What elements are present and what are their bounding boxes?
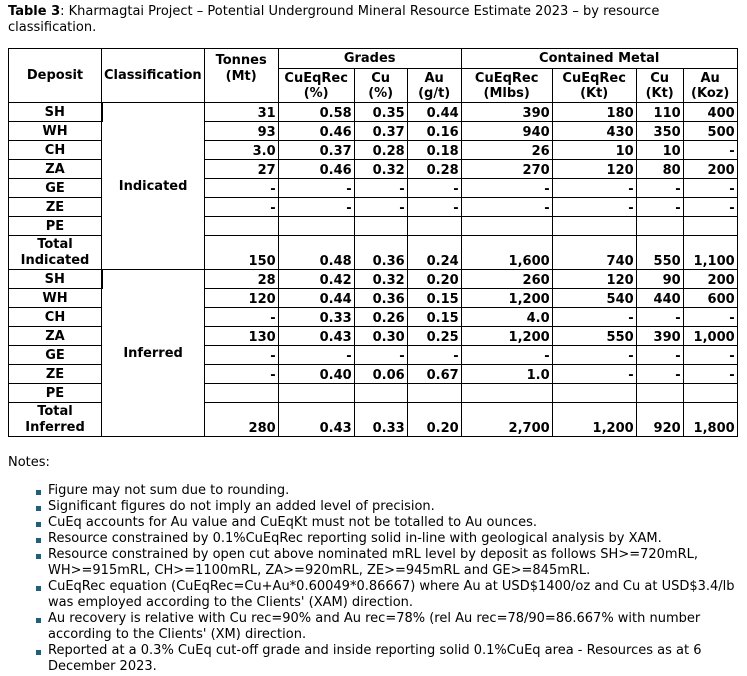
cell-tonnes: - (204, 198, 278, 217)
cell-cueqrec-kt: 540 (552, 289, 636, 308)
cell-au-koz: 1,000 (683, 327, 737, 346)
note-item (48, 483, 738, 499)
cell-cu-kt: 10 (636, 141, 683, 160)
header-label: CuEqRec (Kt) (562, 70, 626, 101)
cell-cueqrec-mlbs (461, 217, 552, 236)
table-body (9, 103, 738, 437)
cell-cu-kt: 350 (636, 122, 683, 141)
header-label: Au (Koz) (691, 70, 730, 101)
note-text: CuEqRec equation (CuEqRec=Cu+Au*0.60049*0.86667) where Au at USD$1400/oz and Cu at USD$3.4/lb was employed according to the Clients' (XAM) direction. (48, 579, 735, 610)
cell-au-koz: - (683, 198, 737, 217)
cell-cueqrec-kt: - (552, 365, 636, 384)
header-grades-group: Grades (278, 49, 461, 69)
note-item (48, 611, 738, 643)
cell-au-koz: - (683, 179, 737, 198)
square-bullet-icon (36, 554, 41, 559)
cell-cu-kt (636, 384, 683, 403)
cell-cueqrec-mlbs: 940 (461, 122, 552, 141)
cell-deposit: CH (9, 308, 102, 327)
header-metal-cueqrec-mlbs (461, 69, 552, 103)
cell-classification: Inferred (102, 270, 205, 437)
table-row (9, 103, 738, 122)
cell-au-koz (683, 217, 737, 236)
cell-cueqrec-pct: - (278, 198, 354, 217)
cell-total-au-koz: 1,100 (683, 236, 737, 270)
cell-cueqrec-kt: 10 (552, 141, 636, 160)
cell-cu-pct: - (354, 346, 407, 365)
note-item (48, 579, 738, 611)
cell-cueqrec-mlbs (461, 384, 552, 403)
cell-cueqrec-kt (552, 384, 636, 403)
square-bullet-icon (36, 538, 41, 543)
note-text: Reported at a 0.3% CuEq cut-off grade and inside reporting solid 0.1%CuEq area - Resources as at 6 December 2023. (48, 643, 702, 674)
notes-list (48, 483, 738, 675)
note-item (48, 499, 738, 515)
cell-total-cueqrec-mlbs: 1,600 (461, 236, 552, 270)
note-item (48, 547, 738, 579)
cell-total-cu-kt: 550 (636, 236, 683, 270)
cell-au-gt: 0.16 (407, 122, 461, 141)
cell-total-cu-kt: 920 (636, 403, 683, 437)
cell-total-tonnes: 150 (204, 236, 278, 270)
cell-au-gt (407, 217, 461, 236)
cell-cueqrec-pct: 0.40 (278, 365, 354, 384)
cell-cueqrec-mlbs: - (461, 198, 552, 217)
cell-total-tonnes: 280 (204, 403, 278, 437)
header-tonnes (204, 49, 278, 103)
header-tonnes-label: Tonnes (Mt) (215, 53, 267, 84)
header-label: Cu (Kt) (645, 70, 674, 101)
cell-cu-kt: - (636, 179, 683, 198)
cell-tonnes (204, 384, 278, 403)
cell-cueqrec-mlbs: - (461, 179, 552, 198)
cell-tonnes: 28 (204, 270, 278, 289)
note-text: CuEq accounts for Au value and CuEqKt must not be totalled to Au ounces. (48, 515, 538, 530)
cell-total-cueqrec-pct: 0.48 (278, 236, 354, 270)
note-text: Resource constrained by open cut above nominated mRL level by deposit as follows SH>=720mRL, WH>=915mRL, CH>=1100mRL, ZA>=920mRL, ZE>=945mRL and GE>=845mRL. (48, 547, 698, 578)
cell-cueqrec-pct: 0.37 (278, 141, 354, 160)
cell-cueqrec-pct: - (278, 179, 354, 198)
cell-tonnes (204, 217, 278, 236)
cell-cueqrec-mlbs: 4.0 (461, 308, 552, 327)
cell-au-koz: - (683, 141, 737, 160)
cell-au-koz: 500 (683, 122, 737, 141)
cell-deposit: ZE (9, 365, 102, 384)
cell-cu-kt: - (636, 198, 683, 217)
cell-cueqrec-mlbs: 1.0 (461, 365, 552, 384)
cell-au-gt: 0.20 (407, 270, 461, 289)
cell-au-gt: 0.15 (407, 308, 461, 327)
table-row (9, 270, 738, 289)
cell-tonnes: 130 (204, 327, 278, 346)
cell-cu-kt: - (636, 346, 683, 365)
cell-cu-pct: 0.32 (354, 160, 407, 179)
cell-tonnes: - (204, 308, 278, 327)
header-deposit: Deposit (9, 49, 102, 103)
cell-cu-pct: 0.37 (354, 122, 407, 141)
cell-au-gt: 0.28 (407, 160, 461, 179)
cell-cu-kt: 80 (636, 160, 683, 179)
cell-cueqrec-kt: - (552, 179, 636, 198)
cell-cueqrec-mlbs: 1,200 (461, 289, 552, 308)
cell-deposit: WH (9, 289, 102, 308)
cell-cueqrec-pct (278, 384, 354, 403)
cell-au-gt: 0.67 (407, 365, 461, 384)
header-grade-au-gt (407, 69, 461, 103)
square-bullet-icon (36, 490, 41, 495)
cell-total-cu-pct: 0.33 (354, 403, 407, 437)
cell-tonnes: - (204, 179, 278, 198)
cell-cueqrec-kt: 550 (552, 327, 636, 346)
cell-cu-pct: 0.36 (354, 289, 407, 308)
cell-cu-kt (636, 217, 683, 236)
cell-cueqrec-mlbs: - (461, 346, 552, 365)
cell-deposit: PE (9, 384, 102, 403)
cell-cu-pct: 0.32 (354, 270, 407, 289)
cell-cu-pct: - (354, 179, 407, 198)
note-text: Figure may not sum due to rounding. (48, 483, 290, 498)
cell-cueqrec-kt: - (552, 198, 636, 217)
cell-deposit-total: Total Indicated (9, 236, 102, 270)
cell-au-koz: 200 (683, 160, 737, 179)
cell-cueqrec-pct: 0.33 (278, 308, 354, 327)
note-item (48, 515, 738, 531)
cell-tonnes: 31 (204, 103, 278, 122)
header-label: Au (g/t) (418, 70, 451, 101)
cell-deposit: ZA (9, 160, 102, 179)
square-bullet-icon (36, 522, 41, 527)
cell-au-koz (683, 384, 737, 403)
cell-cu-pct (354, 217, 407, 236)
cell-cu-kt: 90 (636, 270, 683, 289)
cell-au-koz: - (683, 365, 737, 384)
cell-total-cueqrec-mlbs: 2,700 (461, 403, 552, 437)
caption-label: Table 3 (8, 4, 61, 19)
cell-tonnes: - (204, 365, 278, 384)
cell-deposit-total: Total Inferred (9, 403, 102, 437)
cell-deposit: GE (9, 179, 102, 198)
cell-cu-pct: - (354, 198, 407, 217)
cell-cueqrec-kt: 180 (552, 103, 636, 122)
cell-cueqrec-pct: 0.42 (278, 270, 354, 289)
square-bullet-icon (36, 586, 41, 591)
header-metal-cueqrec-kt (552, 69, 636, 103)
header-classification: Classification (102, 49, 205, 103)
header-grade-cueqrec-pct (278, 69, 354, 103)
cell-au-gt: - (407, 179, 461, 198)
cell-tonnes: 120 (204, 289, 278, 308)
cell-deposit: GE (9, 346, 102, 365)
cell-cu-kt: 440 (636, 289, 683, 308)
cell-cu-pct: 0.28 (354, 141, 407, 160)
cell-deposit: PE (9, 217, 102, 236)
cell-au-koz: - (683, 346, 737, 365)
note-text: Significant figures do not imply an added level of precision. (48, 499, 435, 514)
cell-cueqrec-pct: - (278, 346, 354, 365)
header-grade-cu-pct (354, 69, 407, 103)
cell-au-gt: 0.15 (407, 289, 461, 308)
cell-tonnes: 27 (204, 160, 278, 179)
note-item (48, 531, 738, 547)
cell-au-koz: 600 (683, 289, 737, 308)
cell-deposit: SH (9, 103, 102, 122)
cell-deposit: ZE (9, 198, 102, 217)
cell-total-au-koz: 1,800 (683, 403, 737, 437)
cell-total-cueqrec-pct: 0.43 (278, 403, 354, 437)
cell-cu-pct: 0.35 (354, 103, 407, 122)
note-item (48, 643, 738, 675)
cell-au-gt: 0.18 (407, 141, 461, 160)
cell-cueqrec-kt (552, 217, 636, 236)
cell-au-gt (407, 384, 461, 403)
header-label: CuEqRec (Mlbs) (474, 70, 539, 101)
cell-total-cueqrec-kt: 740 (552, 236, 636, 270)
cell-total-cueqrec-kt: 1,200 (552, 403, 636, 437)
cell-cueqrec-mlbs: 270 (461, 160, 552, 179)
square-bullet-icon (36, 618, 41, 623)
cell-classification: Indicated (102, 103, 205, 270)
cell-au-gt: 0.44 (407, 103, 461, 122)
cell-cu-pct: 0.26 (354, 308, 407, 327)
cell-tonnes: 3.0 (204, 141, 278, 160)
cell-cueqrec-pct: 0.46 (278, 122, 354, 141)
cell-au-koz: 400 (683, 103, 737, 122)
cell-deposit: WH (9, 122, 102, 141)
cell-tonnes: 93 (204, 122, 278, 141)
cell-cueqrec-kt: 120 (552, 270, 636, 289)
resource-table (8, 48, 738, 437)
cell-cueqrec-kt: - (552, 346, 636, 365)
header-metal-au-koz (683, 69, 737, 103)
cell-deposit: ZA (9, 327, 102, 346)
cell-deposit: SH (9, 270, 102, 289)
cell-cu-pct: 0.06 (354, 365, 407, 384)
cell-cueqrec-kt: - (552, 308, 636, 327)
cell-cueqrec-kt: 430 (552, 122, 636, 141)
cell-au-koz: - (683, 308, 737, 327)
cell-cu-pct: 0.30 (354, 327, 407, 346)
header-metal-cu-kt (636, 69, 683, 103)
square-bullet-icon (36, 506, 41, 511)
cell-deposit: CH (9, 141, 102, 160)
cell-cu-kt: 390 (636, 327, 683, 346)
header-label: Cu (%) (368, 70, 394, 101)
notes-label: Notes: (8, 455, 50, 470)
cell-cueqrec-mlbs: 260 (461, 270, 552, 289)
cell-cueqrec-mlbs: 26 (461, 141, 552, 160)
cell-au-gt: 0.25 (407, 327, 461, 346)
cell-total-au-gt: 0.24 (407, 236, 461, 270)
note-text: Resource constrained by 0.1%CuEqRec reporting solid in-line with geological analysis by XAM. (48, 531, 662, 546)
cell-cueqrec-pct: 0.43 (278, 327, 354, 346)
header-label: CuEqRec (%) (284, 70, 348, 101)
cell-cueqrec-pct (278, 217, 354, 236)
cell-cueqrec-kt: 120 (552, 160, 636, 179)
cell-cu-kt: - (636, 308, 683, 327)
square-bullet-icon (36, 650, 41, 655)
cell-cu-kt: - (636, 365, 683, 384)
cell-cu-kt: 110 (636, 103, 683, 122)
cell-cueqrec-mlbs: 1,200 (461, 327, 552, 346)
cell-cu-pct (354, 384, 407, 403)
cell-au-gt: - (407, 198, 461, 217)
cell-cueqrec-pct: 0.58 (278, 103, 354, 122)
cell-au-gt: - (407, 346, 461, 365)
table-caption (8, 4, 728, 36)
caption-text: : Kharmagtai Project – Potential Underground Mineral Resource Estimate 2023 – by resource classification. (8, 4, 660, 35)
cell-total-au-gt: 0.20 (407, 403, 461, 437)
cell-cueqrec-mlbs: 390 (461, 103, 552, 122)
cell-total-cu-pct: 0.36 (354, 236, 407, 270)
cell-cueqrec-pct: 0.46 (278, 160, 354, 179)
header-contained-metal-group: Contained Metal (461, 49, 737, 69)
cell-cueqrec-pct: 0.44 (278, 289, 354, 308)
cell-tonnes: - (204, 346, 278, 365)
note-text: Au recovery is relative with Cu rec=90% and Au rec=78% (rel Au rec=78/90=86.667% with number according to the Clients' (XM) direction. (48, 611, 701, 642)
cell-au-koz: 200 (683, 270, 737, 289)
